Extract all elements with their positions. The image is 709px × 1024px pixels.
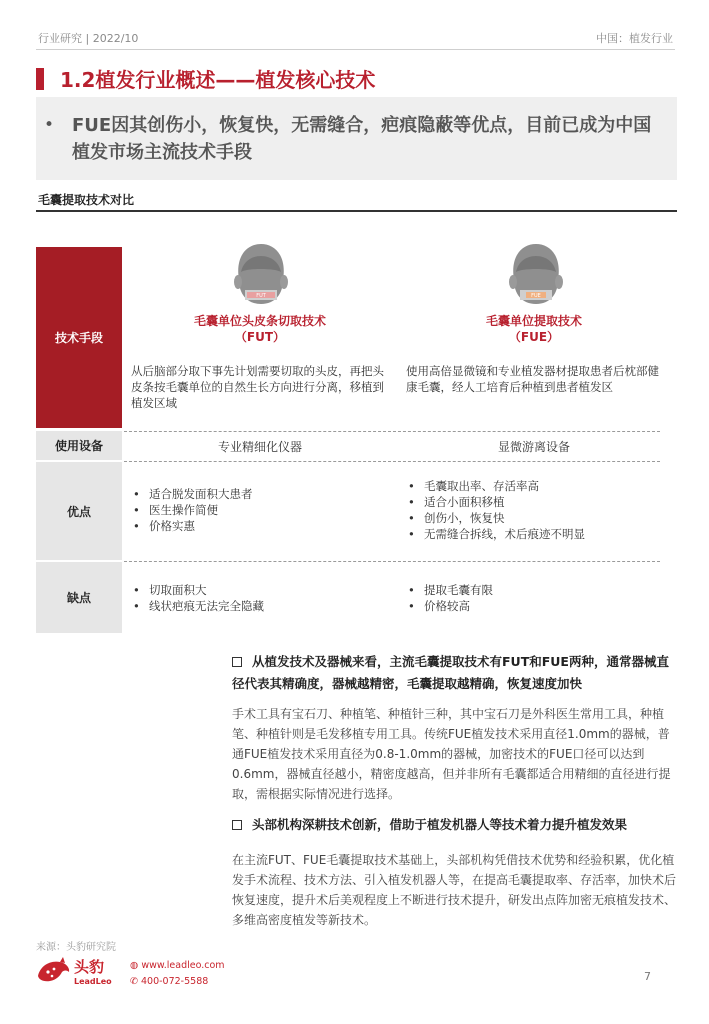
globe-icon: ◍ — [130, 960, 142, 971]
checkbox-square-icon — [232, 820, 242, 830]
title-accent-bar — [36, 68, 44, 90]
checkbox-square-icon — [232, 657, 242, 667]
list-item: • 适合小面积移植 — [406, 494, 676, 510]
fut-description: 从后脑部分取下事先计划需要切取的头皮，再把头皮条按毛囊单位的自然生长方向进行分离，移植到植发区域 — [131, 364, 384, 410]
fue-advantages-list — [406, 478, 676, 542]
fue-description: 使用高倍显微镜和专业植发器材提取患者后枕部健康毛囊，经人工培育后种植到患者植发区 — [406, 364, 659, 394]
phone-number: ✆ 400-072-5588 — [130, 976, 209, 987]
leopard-logo-icon — [36, 954, 72, 986]
fut-equipment: 专业精细化仪器 — [217, 440, 302, 454]
analysis-heading-text: 头部机构深耕技术创新，借助于植发机器人等技术着力提升植发效果 — [252, 817, 628, 832]
list-item: • 毛囊取出率、存活率高 — [406, 478, 676, 494]
analysis-body-2: 在主流FUT、FUE毛囊提取技术基础上，头部机构凭借技术优势和经验积累，优化植发手术流程、技术方法、引入植发机器人等，在提高毛囊提取率、存活率，加快术后恢复速度，提升术后美观程度上不断进行技术提升，研发出点阵加密无痕植发技术、多维高密度植发等新技术。 — [232, 853, 677, 927]
source-note: 来源：头豹研究院 — [36, 942, 116, 953]
analysis-heading-2 — [232, 814, 677, 836]
fut-tech-name — [160, 313, 360, 345]
list-item: • 创伤小，恢复快 — [406, 510, 676, 526]
list-item: • 价格实惠 — [131, 518, 391, 534]
row-label-disadvantages: 缺点 — [36, 562, 122, 633]
fut-disadvantages-list — [131, 582, 391, 614]
list-item: • 无需缝合拆线，术后痕迹不明显 — [406, 526, 676, 542]
row-divider — [124, 431, 660, 432]
list-item: • 适合脱发面积大患者 — [131, 486, 391, 502]
row-label-equipment: 使用设备 — [36, 431, 122, 460]
fue-badge-text: FUE — [531, 293, 541, 299]
section-label: 毛囊提取技术对比 — [38, 193, 135, 207]
fue-tech-name — [434, 313, 634, 345]
website-link[interactable]: ◍ www.leadleo.com — [130, 960, 225, 971]
page-title: 1.2植发行业概述——植发核心技术 — [60, 68, 376, 92]
fut-head-icon — [225, 238, 297, 310]
analysis-body-1: 手术工具有宝石刀、种植笔、种植针三种，其中宝石刀是外科医生常用工具，种植笔、种植针则是毛发移植专用工具。传统FUE植发技术采用直径1.0mm的器械，普通FUE植发技术采用直径为0.8-1.0mm的器械，加密技术的FUE口径可以达到0.6mm，器械直径越小，精密度越高，但并非所有毛囊都适合用精细的直径进行提取，需根据实际情况进行选择。 — [232, 707, 671, 801]
list-item: • 价格较高 — [406, 598, 666, 614]
list-item: • 切取面积大 — [131, 582, 391, 598]
page-number: 7 — [644, 970, 651, 983]
report-category: 行业研究 | 2022/10 — [38, 32, 139, 45]
analysis-heading-1 — [232, 651, 677, 695]
summary-text: FUE因其创伤小，恢复快，无需缝合，疤痕隐蔽等优点，目前已成为中国植发市场主流技术手段 — [72, 115, 652, 163]
report-topic: 中国：植发行业 — [596, 32, 673, 45]
fut-abbr: （FUT） — [234, 330, 286, 344]
list-item: • 提取毛囊有限 — [406, 582, 666, 598]
section-divider — [36, 210, 677, 212]
row-label-advantages: 优点 — [36, 462, 122, 560]
fut-badge-text: FUT — [256, 293, 266, 299]
row-label-tech: 技术手段 — [36, 247, 122, 428]
fue-disadvantages-list — [406, 582, 666, 614]
row-divider — [124, 461, 660, 462]
fue-name: 毛囊单位提取技术 — [485, 314, 582, 328]
analysis-heading-text: 从植发技术及器械来看，主流毛囊提取技术有FUT和FUE两种，通常器械直径代表其精确度，器械越精密，毛囊提取越精确，恢复速度加快 — [232, 654, 669, 691]
brand-subname: LeadLeo — [74, 977, 112, 986]
header-divider — [36, 49, 675, 50]
fue-equipment: 显微游离设备 — [497, 440, 570, 454]
row-divider — [124, 561, 660, 562]
fut-name: 毛囊单位头皮条切取技术 — [193, 314, 326, 328]
list-item: • 医生操作简便 — [131, 502, 391, 518]
fut-advantages-list — [131, 486, 391, 534]
fue-abbr: （FUE） — [508, 330, 560, 344]
fue-head-icon — [500, 238, 572, 310]
summary-bullet-icon: • — [44, 115, 55, 135]
list-item: • 线状疤痕无法完全隐藏 — [131, 598, 391, 614]
phone-icon: ✆ — [130, 976, 141, 987]
brand-name: 头豹 — [74, 958, 105, 976]
